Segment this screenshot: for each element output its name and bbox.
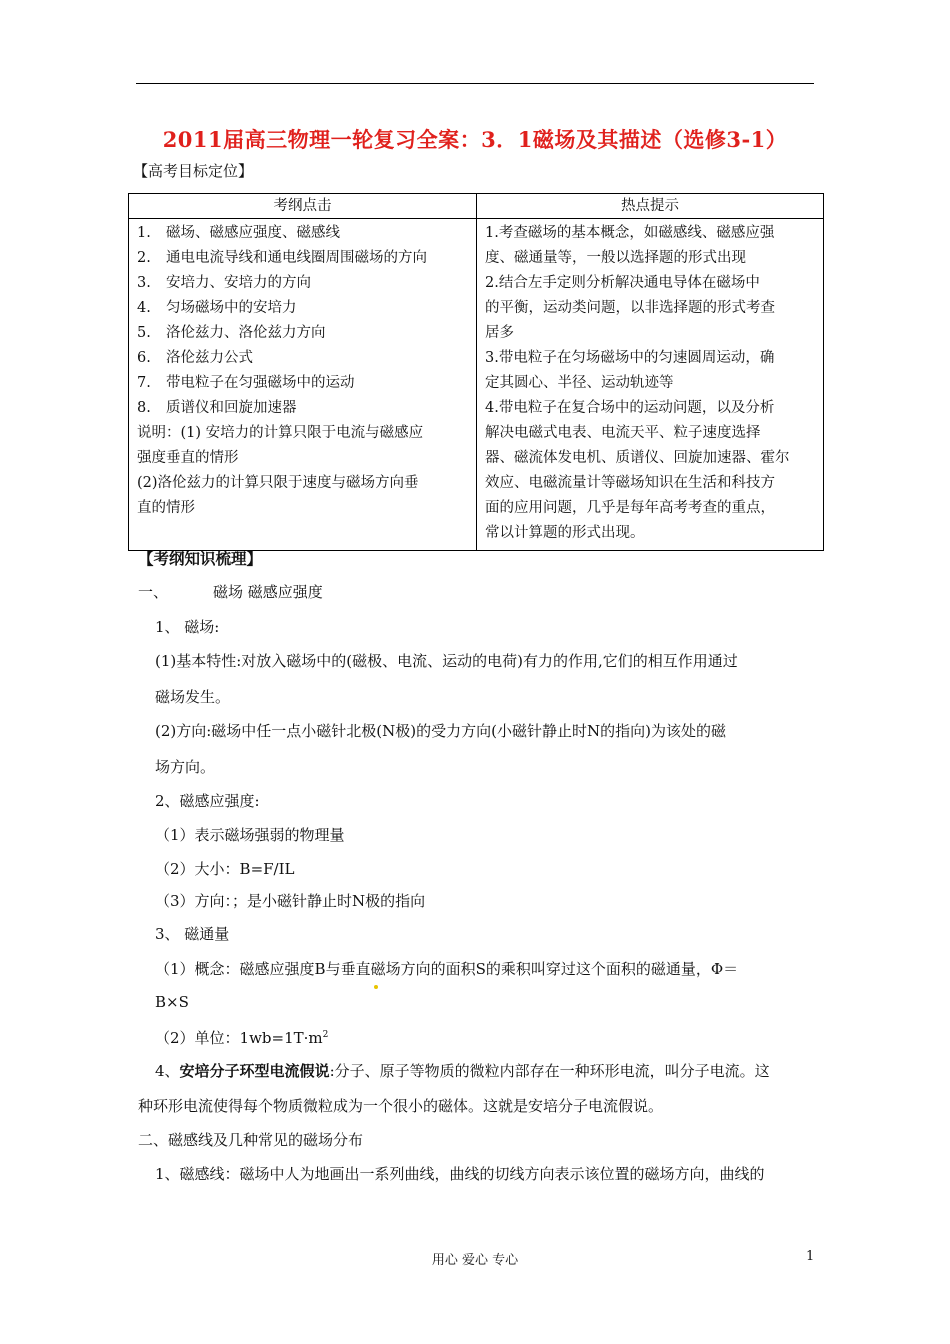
- unit-exponent: 2: [322, 1030, 329, 1040]
- hotspot-line: 4.带电粒子在复合场中的运动问题，以及分析: [485, 400, 775, 416]
- syllabus-item-text: 带电粒子在匀强磁场中的运动: [166, 375, 355, 391]
- table-header-row: [129, 194, 824, 219]
- ampere-hypothesis-text: :分子、原子等物质的微粒内部存在一种环形电流，叫分子电流。这: [329, 1062, 770, 1080]
- syllabus-note-line: (2)洛伦兹力的计算只限于速度与磁场方向垂: [137, 475, 419, 491]
- syllabus-item-text: 洛伦兹力公式: [166, 350, 253, 366]
- syllabus-item-number: 5.: [137, 325, 151, 341]
- syllabus-item-text: 质谱仪和回旋加速器: [166, 400, 297, 416]
- col1-header: 考纲点击: [129, 194, 477, 219]
- hotspot-line: 定其圆心、半径、运动轨迹等: [485, 375, 674, 391]
- hotspot-line: 2.结合左手定则分析解决通电导体在磁场中: [485, 275, 760, 291]
- syllabus-item-number: 6.: [137, 350, 151, 366]
- syllabus-item: [137, 246, 469, 271]
- hotspot-line: 效应、电磁流量计等磁场知识在生活和科技方: [485, 475, 775, 491]
- item-number: 4、: [155, 1062, 180, 1080]
- footer-motto: 用心 爱心 专心: [431, 1253, 519, 1268]
- page-number: 1: [806, 1249, 815, 1264]
- syllabus-item: [137, 296, 469, 321]
- paragraph-line: （1）概念：磁感应强度B与垂直磁场方向的面积S的乘积叫穿过这个面积的磁通量，Φ＝: [155, 960, 739, 978]
- paragraph-line: （2）大小：B=F/IL: [155, 860, 295, 878]
- unit-line: [155, 1027, 328, 1048]
- paragraph-line: B×S: [155, 993, 189, 1011]
- syllabus-item-text: 安培力、安培力的方向: [166, 275, 311, 291]
- paragraph-line: 场方向。: [155, 758, 216, 776]
- section-1-title: 磁场 磁感应强度: [213, 583, 323, 601]
- syllabus-item: [137, 371, 469, 396]
- syllabus-item-number: 1.: [137, 225, 151, 241]
- stray-mark: [374, 985, 378, 989]
- paragraph-line: (2)方向:磁场中任一点小磁针北极(N极)的受力方向(小磁针静止时N的指向)为该处的磁: [155, 722, 726, 740]
- hotspot-cell: [477, 219, 824, 551]
- paragraph-line: （3）方向：；是小磁针静止时N极的指向: [155, 892, 426, 910]
- syllabus-item-text: 磁场、磁感应强度、磁感线: [166, 225, 340, 241]
- hotspot-line: 度、磁通量等，一般以选择题的形式出现: [485, 250, 746, 266]
- subsection-1-3: 3、 磁通量: [155, 925, 230, 943]
- unit-text: （2）单位：1wb=1T·m: [155, 1029, 323, 1047]
- syllabus-item-number: 2.: [137, 250, 151, 266]
- syllabus-item: [137, 396, 469, 421]
- syllabus-cell: [129, 219, 477, 551]
- document-title: 2011届高三物理一轮复习全案：3．1磁场及其描述（选修3-1）: [162, 127, 788, 152]
- header-rule: [136, 83, 814, 84]
- ampere-hypothesis-term: 安培分子环型电流假说: [179, 1062, 330, 1080]
- syllabus-item: [137, 271, 469, 296]
- section-1-heading: [138, 581, 323, 602]
- section-1-number: 一、: [138, 583, 169, 601]
- hotspot-line: 的平衡，运动类问题，以非选择题的形式考查: [485, 300, 775, 316]
- syllabus-item-number: 4.: [137, 300, 151, 316]
- paragraph-line: （1）表示磁场强弱的物理量: [155, 826, 345, 844]
- subsection-1-1: 1、 磁场:: [155, 618, 220, 636]
- syllabus-list: [137, 221, 469, 421]
- syllabus-item-number: 8.: [137, 400, 151, 416]
- syllabus-item-text: 洛伦兹力、洛伦兹力方向: [166, 325, 326, 341]
- table-row: [129, 219, 824, 551]
- section-goal-heading: 【高考目标定位】: [133, 162, 254, 180]
- col2-header: 热点提示: [477, 194, 824, 219]
- syllabus-item: [137, 321, 469, 346]
- syllabus-item-number: 7.: [137, 375, 151, 391]
- subsection-1-2: 2、磁感应强度:: [155, 792, 260, 810]
- paragraph-line: (1)基本特性:对放入磁场中的(磁极、电流、运动的电荷)有力的作用,它们的相互作用通过: [155, 652, 738, 670]
- syllabus-notes: [137, 421, 469, 521]
- hotspot-line: 居多: [485, 325, 514, 341]
- paragraph-line: 种环形电流使得每个物质微粒成为一个很小的磁体。这就是安培分子电流假说。: [138, 1097, 664, 1115]
- syllabus-note-line: 直的情形: [137, 500, 195, 516]
- syllabus-note-line: 强度垂直的情形: [137, 450, 239, 466]
- section-2-heading: 二、磁感线及几种常见的磁场分布: [138, 1131, 364, 1149]
- syllabus-note-line: 说明：(1) 安培力的计算只限于电流与磁感应: [137, 425, 424, 441]
- hotspot-line: 面的应用问题，几乎是每年高考考查的重点，: [485, 500, 775, 516]
- hotspot-list: [485, 221, 816, 546]
- hotspot-line: 3.带电粒子在匀场磁场中的匀速圆周运动，确: [485, 350, 775, 366]
- syllabus-item-text: 匀场磁场中的安培力: [166, 300, 297, 316]
- syllabus-item: [137, 346, 469, 371]
- knowledge-heading: 【考纲知识梳理】: [138, 549, 263, 568]
- syllabus-item: [137, 221, 469, 246]
- hotspot-line: 常以计算题的形式出现。: [485, 525, 645, 541]
- paragraph-line: 1、磁感线：磁场中人为地画出一系列曲线，曲线的切线方向表示该位置的磁场方向，曲线的: [155, 1165, 765, 1183]
- ampere-hypothesis-line: [155, 1060, 770, 1081]
- paragraph-line: 磁场发生。: [155, 688, 231, 706]
- hotspot-line: 1.考查磁场的基本概念，如磁感线、磁感应强: [485, 225, 775, 241]
- syllabus-item-text: 通电电流导线和通电线圈周围磁场的方向: [166, 250, 427, 266]
- exam-goals-table: [128, 193, 824, 551]
- hotspot-line: 器、磁流体发电机、质谱仪、回旋加速器、霍尔: [485, 450, 790, 466]
- syllabus-item-number: 3.: [137, 275, 151, 291]
- hotspot-line: 解决电磁式电表、电流天平、粒子速度选择: [485, 425, 761, 441]
